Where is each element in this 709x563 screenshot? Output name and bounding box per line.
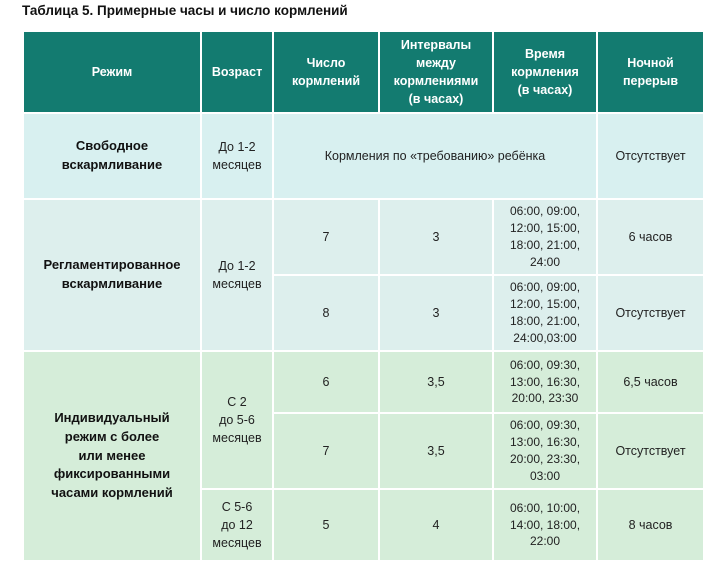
header-row [23, 31, 704, 113]
count-cell: 7 [273, 413, 379, 489]
night-cell: 8 часов [597, 489, 704, 561]
individual-age-cell: С 2 до 5-6 месяцев [201, 351, 273, 489]
header-night-break: Ночной перерыв [597, 31, 704, 113]
header-interval: Интервалы между кормлениями (в часах) [379, 31, 493, 113]
count-cell: 7 [273, 199, 379, 275]
header-mode: Режим [23, 31, 201, 113]
interval-cell: 3,5 [379, 351, 493, 413]
header-feeding-count: Число кормлений [273, 31, 379, 113]
count-cell: 5 [273, 489, 379, 561]
free-on-demand-cell: Кормления по «требованию» ребёнка [273, 113, 597, 199]
night-cell: Отсутствует [597, 413, 704, 489]
time-cell: 06:00, 09:30, 13:00, 16:30, 20:00, 23:30 [493, 351, 597, 413]
night-cell: 6,5 часов [597, 351, 704, 413]
individual-age-cell: С 5-6 до 12 месяцев [201, 489, 273, 561]
regulated-mode-cell: Регламентированное вскармливание [23, 199, 201, 351]
time-cell: 06:00, 09:00, 12:00, 15:00, 18:00, 21:00, 24:00,03:00 [493, 275, 597, 351]
header-age: Возраст [201, 31, 273, 113]
time-cell: 06:00, 10:00, 14:00, 18:00, 22:00 [493, 489, 597, 561]
interval-cell: 4 [379, 489, 493, 561]
interval-cell: 3 [379, 199, 493, 275]
feeding-schedule-table [22, 30, 705, 562]
table-row [23, 113, 704, 199]
free-night-cell: Отсутствует [597, 113, 704, 199]
free-mode-cell: Свободное вскармливание [23, 113, 201, 199]
free-age-cell: До 1-2 месяцев [201, 113, 273, 199]
time-cell: 06:00, 09:00, 12:00, 15:00, 18:00, 21:00, 24:00 [493, 199, 597, 275]
night-cell: Отсутствует [597, 275, 704, 351]
regulated-age-cell: До 1-2 месяцев [201, 199, 273, 351]
table-row [23, 199, 704, 275]
time-cell: 06:00, 09:30, 13:00, 16:30, 20:00, 23:30, 03:00 [493, 413, 597, 489]
interval-cell: 3 [379, 275, 493, 351]
individual-mode-cell: Индивидуальный режим с более или менее фиксированными часами кормлений [23, 351, 201, 561]
interval-cell: 3,5 [379, 413, 493, 489]
header-feeding-time: Время кормления (в часах) [493, 31, 597, 113]
table-row [23, 351, 704, 413]
table-caption: Таблица 5. Примерные часы и число кормлений [22, 3, 348, 18]
count-cell: 6 [273, 351, 379, 413]
night-cell: 6 часов [597, 199, 704, 275]
count-cell: 8 [273, 275, 379, 351]
